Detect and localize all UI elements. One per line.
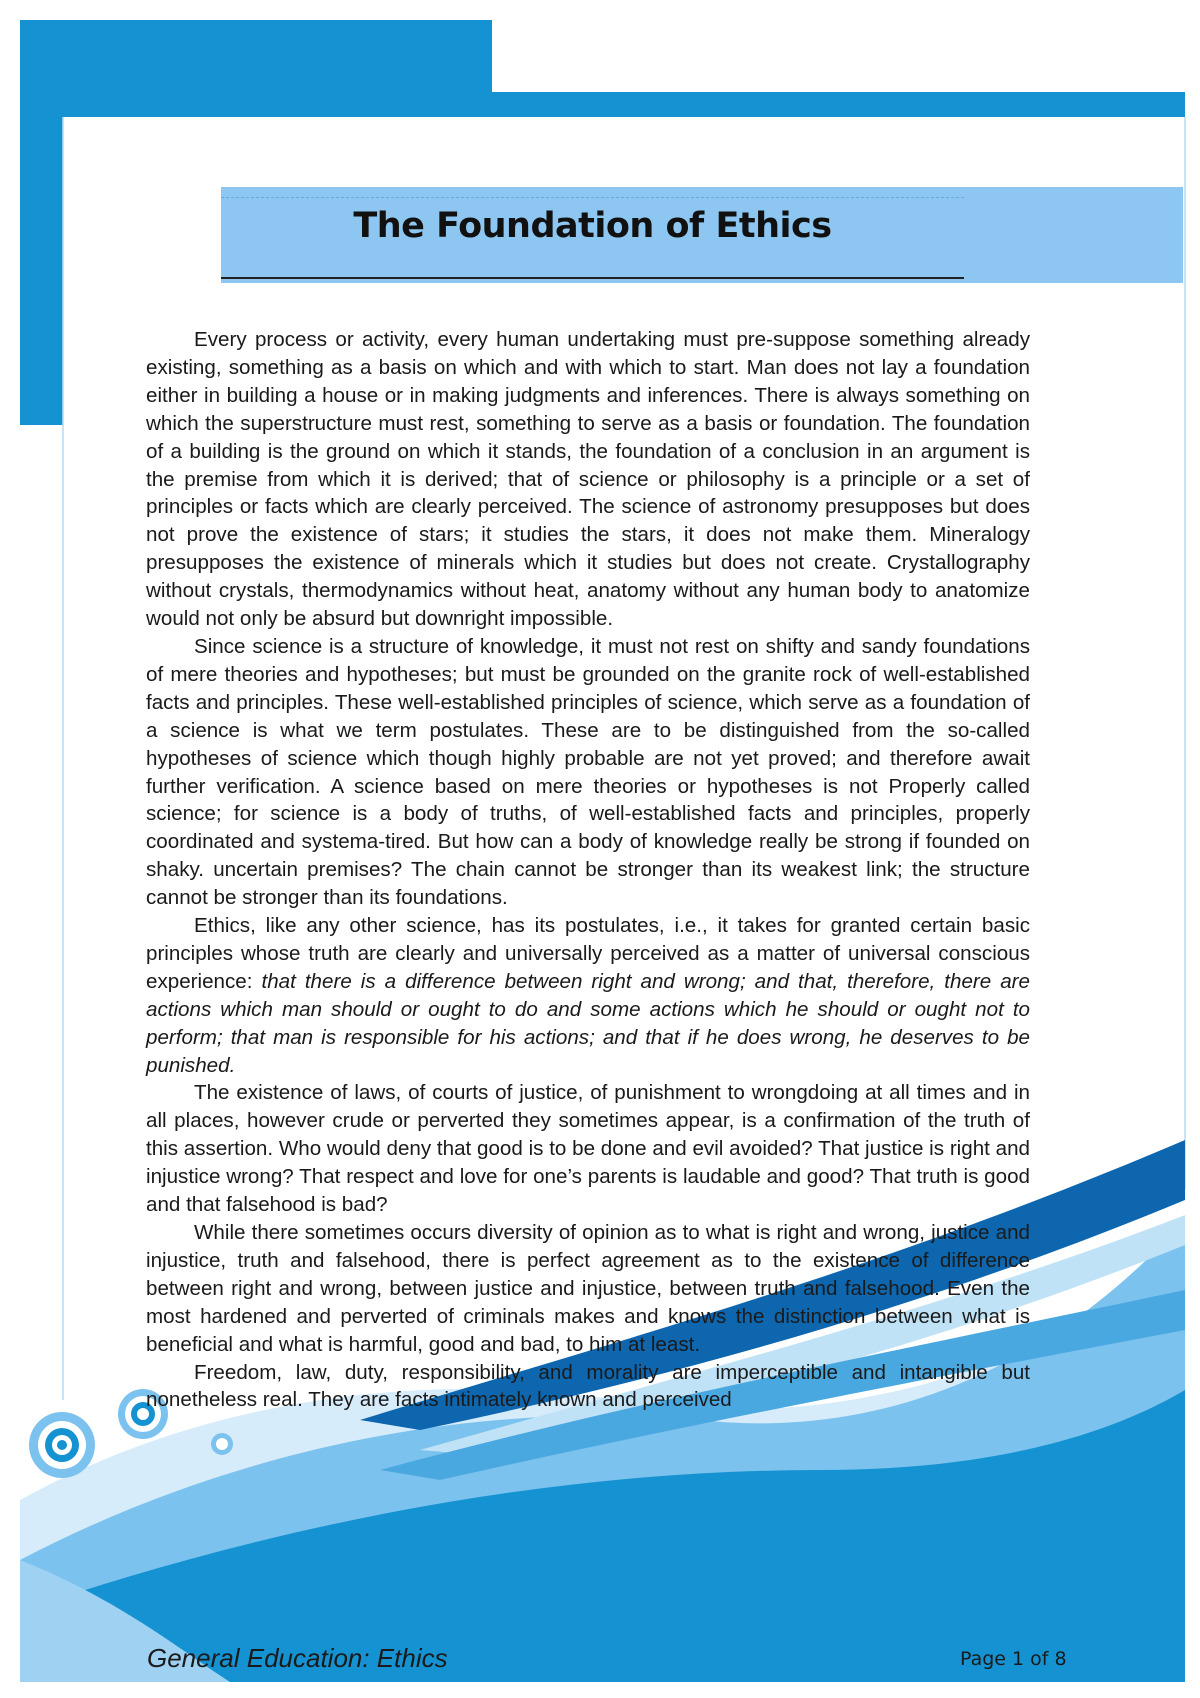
paragraph: While there sometimes occurs diversity of opinion as to what is right and wrong, justice and injustice, truth and falsehood, there is perfect agreement as to the existence of difference between right and wrong, between justice and injustice, between truth and falsehood. Even the most hardened and perverted of criminals makes and knows the distinction between what is beneficial and what is harmful, good and bad, to him at least. [146, 1221, 1030, 1356]
top-band [63, 92, 1185, 117]
header-block [20, 20, 492, 92]
footer-course: General Education: Ethics [147, 1643, 448, 1673]
paragraph: Freedom, law, duty, responsibility, and morality are imperceptible and intangible but nonetheless real. They are facts intimately known and perceived [146, 1360, 1030, 1412]
paragraph: Since science is a structure of knowledge, it must not rest on shifty and sandy foundations of mere theories and hypotheses; but must be grounded on the granite rock of well-established facts and principles. These well-established principles of science, which serve as a foundation of a science is what we term postulates. These are to be distinguished from the so-called hypotheses of science which though highly probable are not yet proved; and therefore await further verification. A science based on mere theories or hypotheses is not Properly called science; for science is a body of truths, of well-established facts and principles, properly coordinated and systema-tired. But how can a body of knowledge really be strong if founded on shaky. uncertain premises? The chain cannot be stronger than its weakest link; the structure cannot be stronger than its foundations. [146, 634, 1030, 910]
title-rule-top [221, 197, 964, 198]
title-rule-bottom [221, 277, 964, 279]
page-title: The Foundation of Ethics [353, 206, 832, 246]
left-bar [20, 20, 63, 425]
paragraph: The existence of laws, of courts of justice, of punishment to wrongdoing at all times and in all places, however crude or perverted they sometimes appear, is a confirmation of the truth of this assertion. Who would deny that good is to be done and evil avoided? That justice is right and injustice wrong? That respect and love for one’s parents is laudable and good? That truth is good and that falsehood is bad? [146, 1081, 1030, 1217]
footer-page-number: Page 1 of 8 [960, 1648, 1067, 1670]
paragraph: Ethics, like any other science, has its postulates, i.e., it takes for granted certain basic principles whose truth are clearly and universally perceived as a matter of universal conscious experience: that there is a difference between right and wrong; and that, therefore, there are actions which man should or ought to do and some actions which he should or ought not to perform; that man is responsible for his actions; and that if he does wrong, he deserves to be punished. [146, 914, 1030, 1077]
italic-postulates: that there is a difference between right and wrong; and that, therefore, there are actions which man should or ought to do and some actions which he should or ought not to perform; that man is responsible for his actions; and that if he does wrong, he deserves to be punished. [146, 969, 1030, 1077]
circle-ornament-tiny [211, 1433, 233, 1455]
body-text [146, 326, 1030, 1414]
paragraph: Every process or activity, every human undertaking must pre-suppose something already existing, something as a basis on which and with which to start. Man does not lay a foundation either in building a house or in making judgments and inferences. There is always something on which the superstructure must rest, something to serve as a basis or foundation. The foundation of a building is the ground on which it stands, the foundation of a conclusion in an argument is the premise from which it is derived; that of science or philosophy is a principle or a set of principles or facts which are clearly perceived. The science of astronomy presupposes but does not prove the existence of stars; it studies the stars, it does not make them. Mineralogy presupposes the existence of minerals which it studies but does not create. Crystallography without crystals, thermodynamics without heat, anatomy without any human body to anatomize would not only be absurd but downright impossible. [146, 328, 1030, 631]
circle-ornament-large [29, 1412, 95, 1478]
